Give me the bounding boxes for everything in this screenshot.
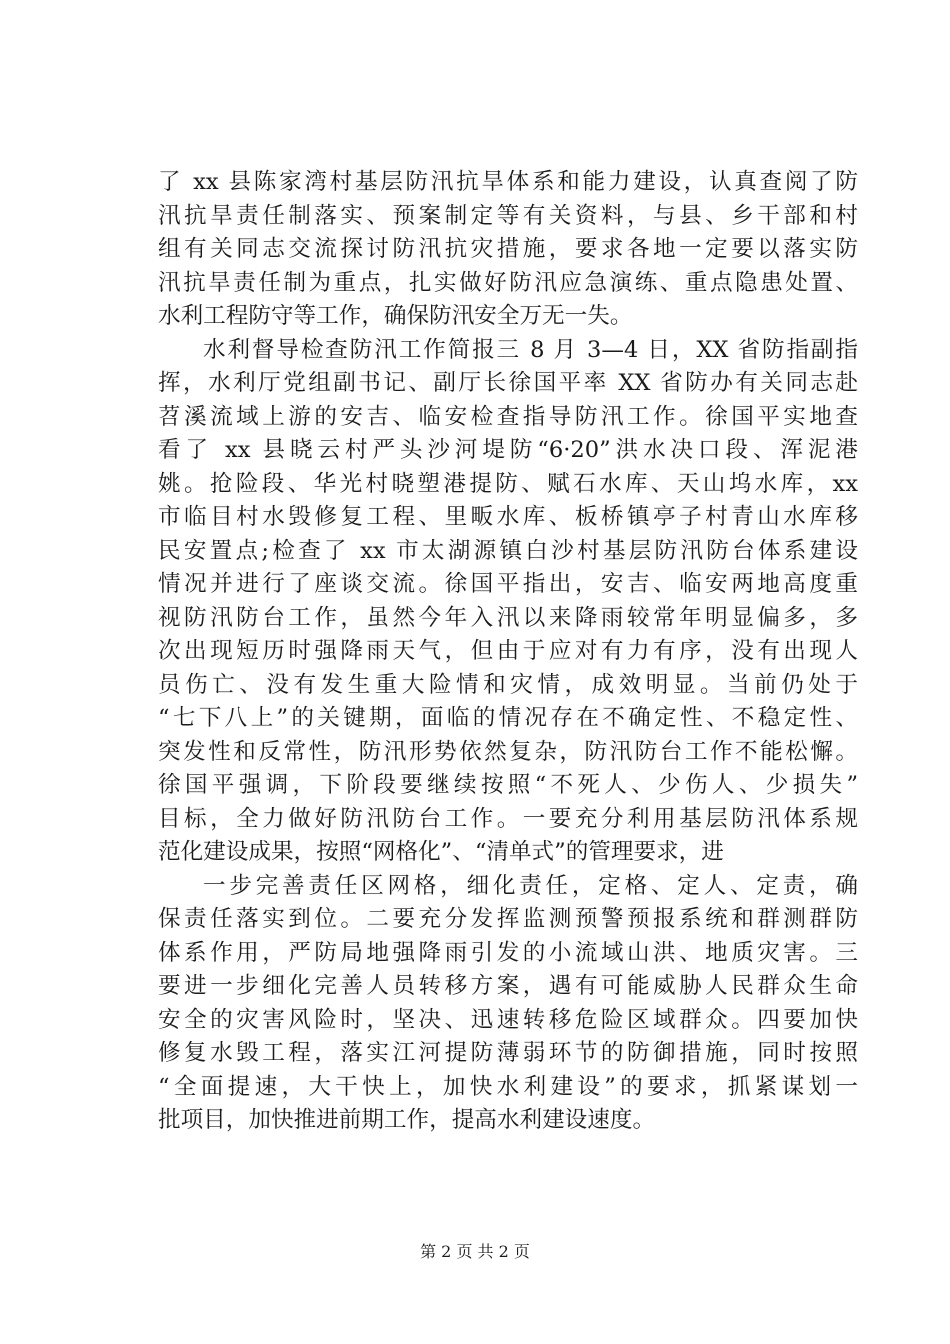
text-line: 视防汛防台工作，虽然今年入汛以来降雨较常年明显偏多，多: [158, 604, 858, 631]
text-line: 苕溪流域上游的安吉、临安检查指导防汛工作。徐国平实地查: [158, 403, 858, 430]
text-line: 姚。抢险段、华光村晓塑港提防、赋石水库、天山坞水库，xx: [158, 470, 858, 497]
text-line: 修复水毁工程，落实江河提防薄弱环节的防御措施，同时按照: [158, 1040, 858, 1066]
text-line: 水利工程防守等工作，确保防汛安全万无一失。: [158, 303, 633, 329]
text-line: 突发性和反常性，防汛形势依然复杂，防汛防台工作不能松懈。: [158, 738, 858, 765]
text-line: 情况并进行了座谈交流。徐国平指出，安吉、临安两地高度重: [158, 571, 858, 597]
text-line: 安全的灾害风险时，坚决、迅速转移危险区域群众。四要加快: [158, 1006, 858, 1033]
paragraph: [158, 870, 858, 1138]
page-footer: 第 2 页 共 2 页: [420, 1242, 530, 1261]
text-line: “七下八上”的关键期，面临的情况存在不确定性、不稳定性、: [158, 705, 858, 731]
text-line: 批项目，加快推进前期工作，提高水利建设速度。: [158, 1107, 656, 1133]
text-line: 了 xx 县陈家湾村基层防汛抗旱体系和能力建设，认真查阅了防: [158, 169, 858, 195]
text-line: 汛抗旱责任制落实、预案制定等有关资料，与县、乡干部和村: [158, 202, 858, 229]
paragraph: [158, 334, 858, 870]
text-line: 徐国平强调，下阶段要继续按照“不死人、少伤人、少损失”: [158, 772, 858, 798]
text-line: 汛抗旱责任制为重点，扎实做好防汛应急演练、重点隐患处置、: [158, 269, 858, 296]
text-line: 员伤亡、没有发生重大险情和灾情，成效明显。当前仍处于: [158, 671, 858, 698]
document-body: [158, 166, 858, 1138]
text-line: 组有关同志交流探讨防汛抗灾措施，要求各地一定要以落实防: [158, 236, 858, 262]
text-line: 次出现短历时强降雨天气，但由于应对有力有序，没有出现人: [158, 638, 858, 664]
text-line: 体系作用，严防局地强降雨引发的小流域山洪、地质灾害。三: [158, 939, 858, 966]
text-line: 市临目村水毁修复工程、里畈水库、板桥镇亭子村青山水库移: [158, 504, 858, 530]
text-line: 民安置点;检查了 xx 市太湖源镇白沙村基层防汛防台体系建设: [158, 537, 858, 564]
paragraph: [158, 166, 858, 334]
text-line: 挥，水利厅党组副书记、副厅长徐国平率 XX 省防办有关同志赴: [158, 370, 858, 396]
text-line: 范化建设成果，按照“网格化”、“清单式”的管理要求，进: [158, 839, 724, 865]
text-line: 看了 xx 县晓云村严头沙河堤防“6·20”洪水决口段、浑泥港: [158, 437, 858, 463]
text-line: 保责任落实到位。二要充分发挥监测预警预报系统和群测群防: [158, 906, 858, 932]
text-line: 目标，全力做好防汛防台工作。一要充分利用基层防汛体系规: [158, 805, 858, 832]
text-line: 水利督导检查防汛工作简报三 8 月 3—4 日，XX 省防指副指: [203, 336, 858, 363]
text-line: 一步完善责任区网格，细化责任，定格、定人、定责，确: [203, 872, 858, 899]
text-line: “全面提速，大干快上，加快水利建设”的要求，抓紧谋划一: [158, 1073, 858, 1100]
text-line: 要进一步细化完善人员转移方案，遇有可能威胁人民群众生命: [158, 973, 858, 999]
